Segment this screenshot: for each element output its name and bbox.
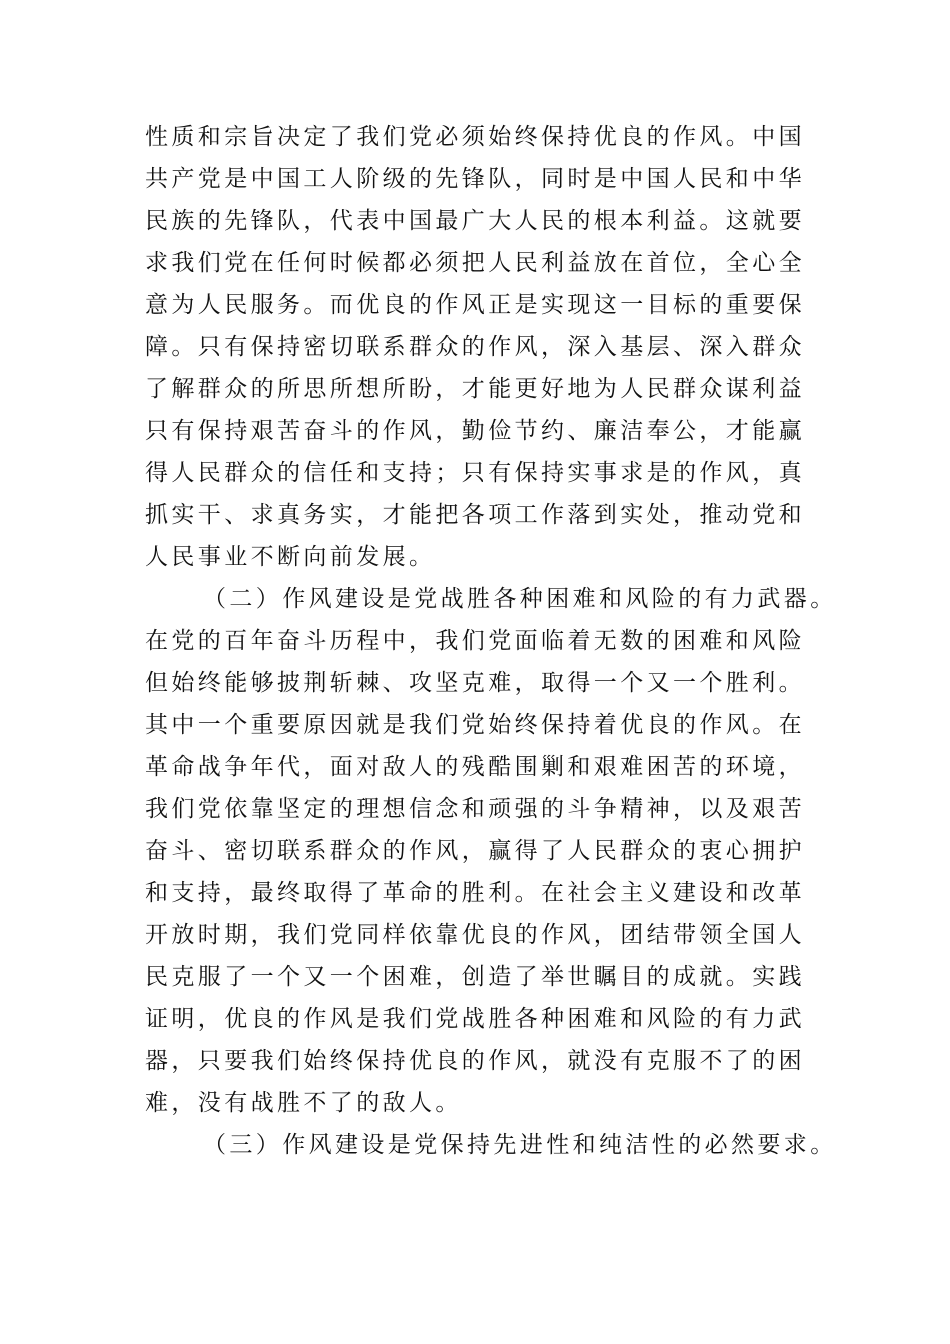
- paragraph-line: 器，只要我们始终保持优良的作风，就没有克服不了的困: [145, 1048, 805, 1074]
- paragraph-line: 和支持，最终取得了革命的胜利。在社会主义建设和改革: [145, 880, 805, 906]
- paragraph-line: 其中一个重要原因就是我们党始终保持着优良的作风。在: [145, 712, 805, 738]
- paragraph-line: 革命战争年代，面对敌人的残酷围剿和艰难困苦的环境，: [145, 754, 805, 780]
- paragraph-line: 障。只有保持密切联系群众的作风，深入基层、深入群众: [145, 334, 805, 360]
- paragraph-line: 但始终能够披荆斩棘、攻坚克难，取得一个又一个胜利。: [145, 670, 805, 696]
- paragraph-line: 开放时期，我们党同样依靠优良的作风，团结带领全国人: [145, 922, 805, 948]
- paragraph-line: 民族的先锋队，代表中国最广大人民的根本利益。这就要: [145, 208, 805, 234]
- paragraph-line: 只有保持艰苦奋斗的作风，勤俭节约、廉洁奉公，才能赢: [145, 418, 805, 444]
- paragraph-line: 我们党依靠坚定的理想信念和顽强的斗争精神，以及艰苦: [145, 796, 805, 822]
- paragraph-line: 意为人民服务。而优良的作风正是实现这一目标的重要保: [145, 292, 805, 318]
- section-heading-line: （二）作风建设是党战胜各种困难和风险的有力武器。: [203, 586, 837, 612]
- paragraph-line: 奋斗、密切联系群众的作风，赢得了人民群众的衷心拥护: [145, 838, 805, 864]
- paragraph-line: 民克服了一个又一个困难，创造了举世瞩目的成就。实践: [145, 964, 805, 990]
- paragraph-line: 人民事业不断向前发展。: [145, 544, 436, 570]
- paragraph-line: 性质和宗旨决定了我们党必须始终保持优良的作风。中国: [145, 124, 805, 150]
- paragraph-line: 抓实干、求真务实，才能把各项工作落到实处，推动党和: [145, 502, 805, 528]
- paragraph-line: 在党的百年奋斗历程中，我们党面临着无数的困难和风险: [145, 628, 805, 654]
- paragraph-line: 共产党是中国工人阶级的先锋队，同时是中国人民和中华: [145, 166, 805, 192]
- body-text: [145, 116, 835, 1166]
- paragraph-line: 得人民群众的信任和支持；只有保持实事求是的作风，真: [145, 460, 805, 486]
- paragraph-line: 求我们党在任何时候都必须把人民利益放在首位，全心全: [145, 250, 805, 276]
- section-heading-line: （三）作风建设是党保持先进性和纯洁性的必然要求。: [203, 1132, 837, 1158]
- paragraph-line: 证明，优良的作风是我们党战胜各种困难和风险的有力武: [145, 1006, 805, 1032]
- paragraph-line: 了解群众的所思所想所盼，才能更好地为人民群众谋利益: [145, 376, 805, 402]
- paragraph-line: 难，没有战胜不了的敌人。: [145, 1090, 462, 1116]
